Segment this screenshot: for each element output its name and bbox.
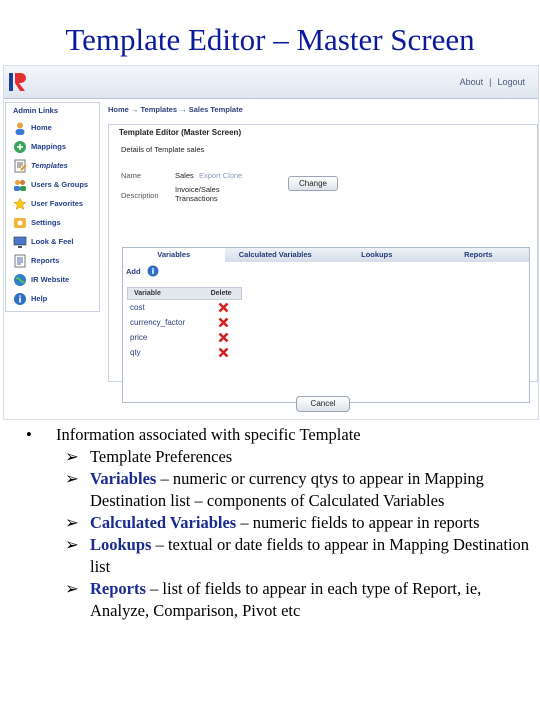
sidebar-item-label: Look & Feel (31, 237, 74, 246)
delete-icon[interactable] (218, 317, 229, 328)
arrow-bullet-icon: ➢ (65, 469, 79, 488)
name-extra-links[interactable]: Export Clone (199, 171, 243, 180)
settings-icon (12, 215, 27, 230)
sidebar-item-label: IR Website (31, 275, 70, 284)
sidebar-item-label: Mappings (31, 142, 66, 151)
sidebar-item-look-feel[interactable] (6, 232, 99, 251)
sidebar-heading: Admin Links (13, 106, 59, 115)
slide-title: Template Editor – Master Screen (65, 22, 475, 57)
variable-link[interactable]: cost (130, 303, 145, 312)
sub-bullet-text: – numeric or currency qtys to appear in Mapping Destination list – components of Calculated Variables (90, 469, 484, 510)
sub-bullet-text: – textual or date fields to appear in Mapping Destination list (90, 535, 530, 576)
info-icon[interactable] (147, 265, 159, 277)
breadcrumb[interactable]: Home → Templates → Sales Template (108, 105, 243, 114)
bullet-dot: • (26, 425, 32, 444)
screenshot (3, 65, 539, 420)
templates-icon (12, 158, 27, 173)
sidebar-item-label: Reports (31, 256, 60, 265)
description-line-2: Transactions (175, 194, 218, 203)
table-row (127, 330, 242, 345)
svg-text:i: i (151, 267, 154, 276)
sub-bullet (65, 534, 531, 578)
top-link-separator: | (489, 77, 492, 87)
sidebar-item-label: Users & Groups (31, 180, 89, 189)
delete-icon[interactable] (218, 347, 229, 358)
delete-icon[interactable] (218, 332, 229, 343)
sidebar-item-ir-website[interactable] (6, 270, 99, 289)
help-icon (12, 291, 27, 306)
table-row (127, 315, 242, 330)
tab-bar (122, 247, 530, 263)
variable-link[interactable]: currency_factor (130, 318, 186, 327)
tab-reports[interactable]: Reports (464, 250, 493, 259)
sidebar-item-home[interactable] (6, 118, 99, 137)
delete-icon[interactable] (218, 302, 229, 313)
star-icon (12, 196, 27, 211)
table-row (127, 300, 242, 315)
sub-bullet-text: – list of fields to appear in each type of Report, ie, Analyze, Comparison, Pivot etc (90, 579, 482, 620)
sub-bullet-text: – numeric fields to appear in reports (236, 513, 480, 532)
variables-tab-panel (122, 262, 530, 403)
sidebar-item-help[interactable] (6, 289, 99, 308)
cancel-button[interactable]: Cancel (296, 396, 350, 412)
variables-table (127, 287, 242, 360)
bullet-list (26, 424, 531, 622)
sub-bullet (65, 446, 531, 468)
sub-bullet (65, 468, 531, 512)
sub-bullet (65, 512, 531, 534)
arrow-bullet-icon: ➢ (65, 535, 79, 554)
sub-bullet-lead: Variables (90, 469, 157, 488)
top-links (457, 77, 528, 87)
sidebar-item-templates[interactable] (6, 156, 99, 175)
details-heading: Details of Template sales (121, 145, 205, 154)
tab-variables[interactable]: Variables (123, 248, 225, 262)
reports-icon (12, 253, 27, 268)
sidebar-item-label: User Favorites (31, 199, 84, 208)
about-link[interactable]: About (459, 77, 484, 87)
add-link[interactable]: Add (126, 266, 141, 276)
panel-title: Template Editor (Master Screen) (119, 128, 242, 137)
top-bar (4, 66, 538, 99)
change-button[interactable]: Change (288, 176, 338, 191)
sub-bullet-lead: Lookups (90, 535, 152, 554)
tab-calculated-variables[interactable]: Calculated Variables (238, 250, 312, 259)
sidebar-item-user-favorites[interactable] (6, 194, 99, 213)
svg-text:i: i (17, 295, 22, 305)
table-row (127, 345, 242, 360)
sidebar-item-settings[interactable] (6, 213, 99, 232)
users-groups-icon (12, 177, 27, 192)
sub-bullet (65, 578, 531, 622)
arrow-bullet-icon: ➢ (65, 513, 79, 532)
look-feel-icon (12, 234, 27, 249)
column-header-delete: Delete (210, 290, 232, 297)
sidebar-item-label: Templates (31, 161, 68, 170)
admin-sidebar (5, 102, 100, 312)
name-value: Sales (175, 171, 194, 180)
bullet-main (26, 424, 531, 446)
sidebar-item-label: Help (31, 294, 48, 303)
arrow-bullet-icon: ➢ (65, 579, 79, 598)
sidebar-item-mappings[interactable] (6, 137, 99, 156)
sidebar-item-users-groups[interactable] (6, 175, 99, 194)
description-line-1: Invoice/Sales (175, 185, 220, 194)
column-header-variable: Variable (134, 290, 161, 297)
globe-icon (12, 272, 27, 287)
mappings-icon (12, 139, 27, 154)
sub-bullet-lead: Calculated Variables (90, 513, 237, 532)
sub-bullet-lead: Reports (90, 579, 146, 598)
sidebar-item-label: Home (31, 123, 52, 132)
bullet-main-text: Information associated with specific Template (56, 425, 361, 444)
sub-bullet-text: Template Preferences (90, 447, 233, 466)
name-label: Name (121, 171, 142, 180)
logout-link[interactable]: Logout (497, 77, 525, 87)
table-header (127, 287, 242, 300)
description-label: Description (121, 191, 159, 200)
tab-lookups[interactable]: Lookups (361, 250, 393, 259)
person-icon (12, 120, 27, 135)
sidebar-item-label: Settings (31, 218, 61, 227)
sidebar-item-reports[interactable] (6, 251, 99, 270)
add-variable-row[interactable] (126, 265, 159, 277)
variable-link[interactable]: qty (130, 348, 141, 357)
arrow-bullet-icon: ➢ (65, 447, 79, 466)
variable-link[interactable]: price (130, 333, 148, 342)
ir-logo-icon (7, 69, 29, 94)
